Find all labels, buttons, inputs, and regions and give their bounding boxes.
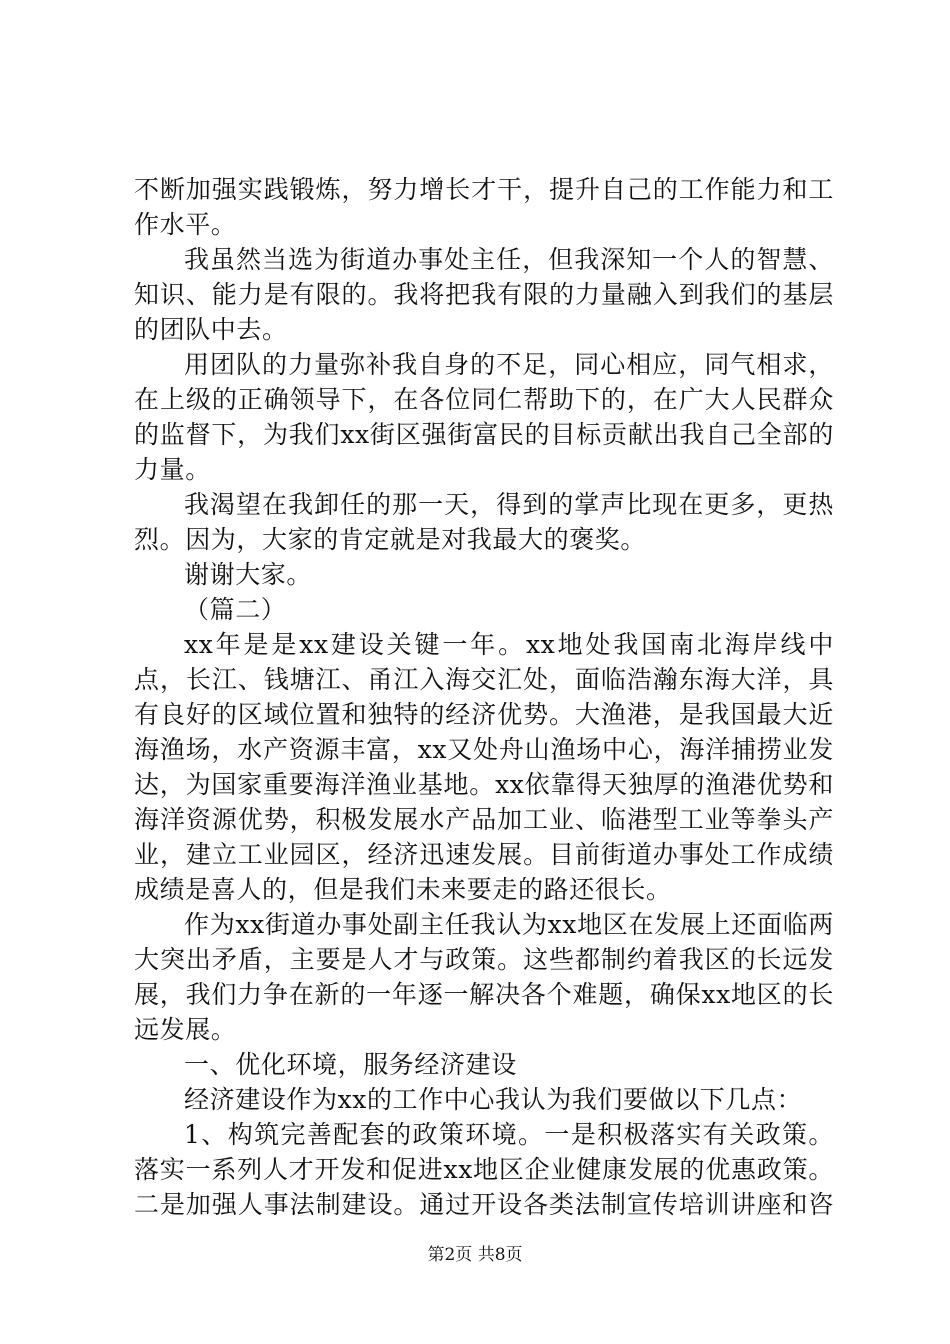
subsection-heading: 一、优化环境，服务经济建设 (184, 1050, 517, 1079)
document-body (134, 172, 834, 1222)
paragraph: 经济建设作为xx的工作中心我认为我们要做以下几点： (184, 1085, 803, 1114)
paragraph: 谢谢大家。 (184, 560, 313, 589)
paragraph: 不断加强实践锻炼，努力增长才干，提升自己的工作能力和工作水平。 (134, 175, 834, 239)
paragraph: 1、构筑完善配套的政策环境。一是积极落实有关政策。落实一系列人才开发和促进xx地区企业健康发展的优惠政策。二是加强人事法制建设。通过开设各类法制宣传培训讲座和咨 (134, 1120, 834, 1219)
paragraph: 我虽然当选为街道办事处主任，但我深知一个人的智慧、知识、能力是有限的。我将把我有限的力量融入到我们的基层的团队中去。 (134, 245, 834, 344)
paragraph: 用团队的力量弥补我自身的不足，同心相应，同气相求，在上级的正确领导下，在各位同仁帮助下的，在广大人民群众的监督下，为我们xx街区强街富民的目标贡献出我自己全部的力量。 (134, 350, 834, 484)
page-number-footer: 第2页 共8页 (427, 1245, 523, 1265)
section-heading: （篇二） (184, 595, 287, 624)
paragraph: 作为xx街道办事处副主任我认为xx地区在发展上还面临两大突出矛盾，主要是人才与政策。这些都制约着我区的长远发展，我们力争在新的一年逐一解决各个难题，确保xx地区的长远发展。 (134, 910, 834, 1044)
paragraph: xx年是是xx建设关键一年。xx地处我国南北海岸线中点，长江、钱塘江、甬江入海交汇处，面临浩瀚东海大洋，具有良好的区域位置和独特的经济优势。大渔港，是我国最大近海渔场，水产资源丰富，xx又处舟山渔场中心，海洋捕捞业发达，为国家重要海洋渔业基地。xx依靠得天独厚的渔港优势和海洋资源优势，积极发展水产品加工业、临港型工业等拳头产业，建立工业园区，经济迅速发展。目前街道办事处工作成绩成绩是喜人的，但是我们未来要走的路还很长。 (134, 630, 834, 904)
paragraph: 我渴望在我卸任的那一天，得到的掌声比现在更多，更热烈。因为，大家的肯定就是对我最大的褒奖。 (134, 490, 834, 554)
